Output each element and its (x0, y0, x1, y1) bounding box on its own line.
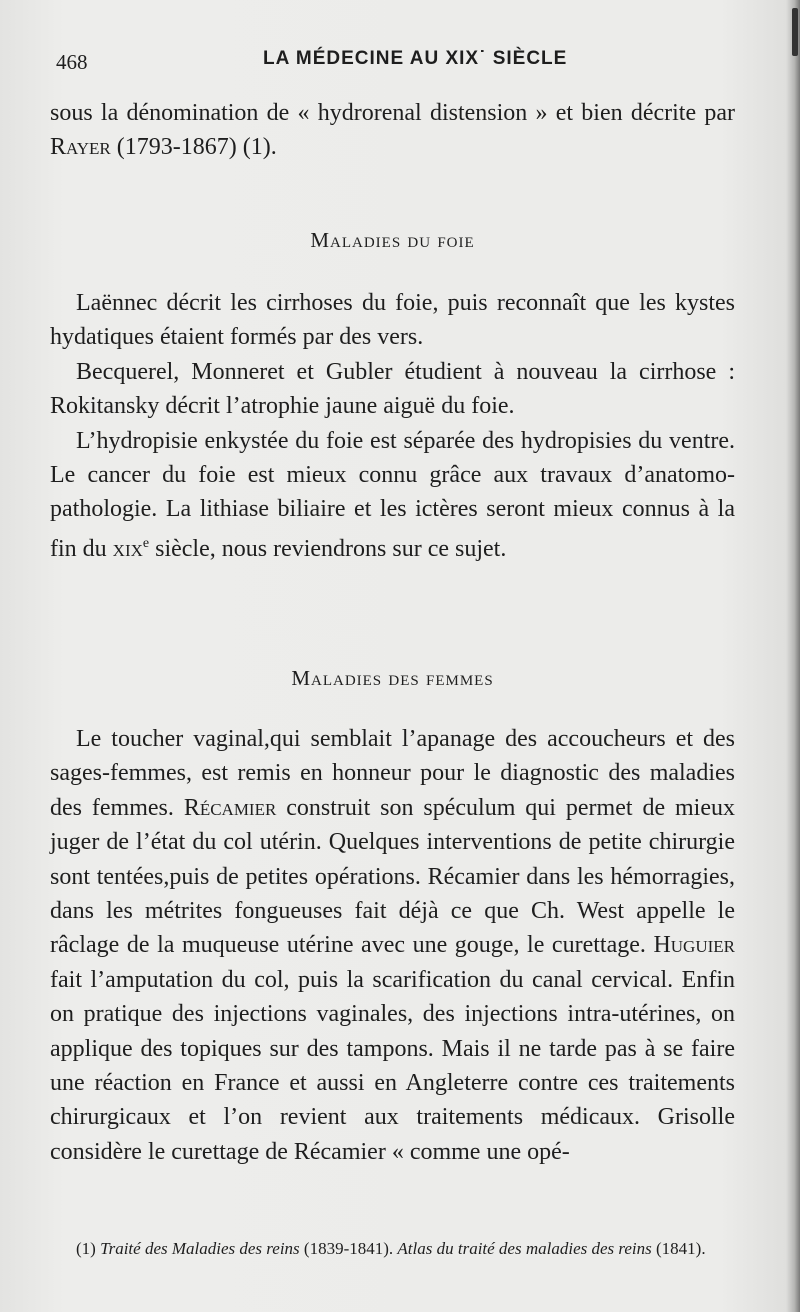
femmes-text-a: Le toucher vaginal,qui semblait l’apanage des accoucheurs et des sages-femmes, est remis en honneur pour le diagnostic des maladies des femmes. (50, 726, 735, 821)
foie-p3-text-a: L’hydropisie enkystée du foie est séparée des hydropisies du ventre. Le cancer du foie est mieux connu grâce aux travaux d’anatomo-pathologie. La lithiase biliaire et les ictères seront mieux connus à la fin du (50, 427, 735, 562)
footnote-title-2: Atlas du traité des maladies des reins (397, 1239, 652, 1258)
century-numeral: xix (112, 535, 143, 562)
author-name-rayer: Rayer (50, 134, 111, 161)
intro-paragraph (50, 96, 735, 165)
section-heading-femmes: Maladies des femmes (291, 666, 494, 690)
page-edge-mark (792, 8, 798, 56)
century-suffix: e (142, 535, 150, 551)
footnote (50, 1238, 735, 1260)
page-number: 468 (56, 50, 88, 74)
footnote-text (50, 1238, 735, 1260)
section-heading-foie: Maladies du foie (310, 228, 475, 252)
section-foie-body (50, 286, 735, 566)
intro-paragraph-block (50, 96, 735, 165)
femmes-text-b: construit son spéculum qui permet de mieux juger de l’état du col utérin. Quelques interventions de petite chirurgie sont tentées,puis de petites opérations. Récamier dans les hémorragies, dans les métrites fongueuses fait déjà ce que Ch. West appelle le râclage de la muqueuse utérine avec une gouge, le curettage. (50, 794, 736, 959)
femmes-text-c: fait l’amputation du col, puis la scarification du canal cervical. Enfin on pratique des injections vaginales, des injections intra-utérines, on applique des topiques sur des tampons. Mais il ne tarde pas à se faire une réaction en France et aussi en Angleterre contre ces traitements chirurgicaux et l’on revient aux traitements médicaux. Grisolle considère le curettage de Récamier « comme une opé- (50, 966, 735, 1165)
footnote-marker: (1) (76, 1239, 101, 1258)
intro-text-b: (1793-1867) (1). (110, 134, 277, 161)
foie-paragraph-3 (50, 424, 735, 567)
footnote-years-2: (1841). (651, 1239, 706, 1258)
foie-paragraph-1: Laënnec décrit les cirrhoses du foie, puis reconnaît que les kystes hydatiques étaient formés par des vers. (50, 290, 735, 351)
foie-paragraph-2: Becquerel, Monneret et Gubler étudient à nouveau la cirrhose : Rokitansky décrit l’atrophie jaune aiguë du foie. (50, 358, 735, 420)
author-name-recamier: Récamier (183, 794, 277, 821)
running-head: LA MÉDECINE AU XIX˙ SIÈCLE (263, 48, 568, 69)
page-header (56, 46, 736, 80)
author-name-huguier: Huguier (653, 932, 735, 959)
intro-text-a: sous la dénomination de « hydrorenal distension » et bien décrite par (50, 100, 735, 126)
footnote-years-1: (1839-1841). (299, 1239, 398, 1258)
page-edge-shadow (786, 0, 800, 1312)
section-femmes-body (50, 722, 735, 1169)
foie-p3-text-b: siècle, nous reviendrons sur ce sujet. (149, 535, 507, 562)
femmes-paragraph-1 (50, 722, 735, 1169)
footnote-title-1: Traité des Maladies des reins (100, 1239, 300, 1258)
